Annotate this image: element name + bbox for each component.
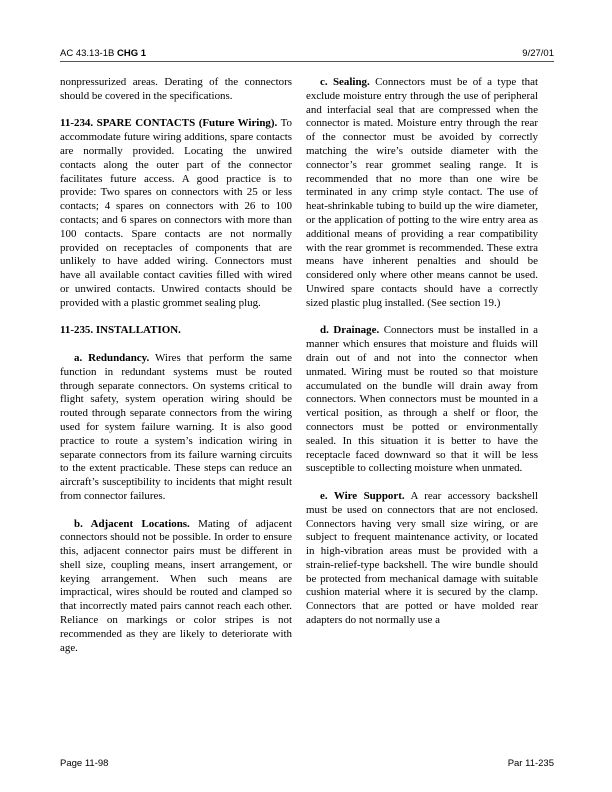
subsection-body: Connectors must be installed in a manner which ensures that moisture and fluids will drain out of and not into the connector when unmated. Wiring must be routed so that moisture accumulated on the bundle will drain away from connectors. When connectors must be mounted in a vertical position, as through a shelf or floor, the connectors must be potted or environmentally sealed. In this situation it is better to have the receptacle faced downward so that it will be less susceptible to collecting moisture when unmated. — [306, 324, 538, 475]
section-heading: 11-234. SPARE CONTACTS (Future Wiring). — [60, 117, 278, 130]
subsection-body: Wires that perform the same function in redundant systems must be routed through separate connectors. On systems critical to flight safety, system operation wiring should be routed through separate connectors from the wiring used for system failure warning. It is also good practice to route a system’s indication wiring in separate connectors from its failure warning circuits to the extent practicable. These steps can reduce an aircraft’s susceptibility to incidents that might result from connector failures. — [60, 351, 293, 502]
subsection-heading: c. Sealing. — [320, 76, 370, 88]
section-11-234 — [60, 117, 292, 310]
subsection-heading: e. Wire Support. — [320, 489, 405, 502]
change-label: CHG 1 — [117, 48, 147, 59]
header-date: 9/27/01 — [522, 48, 554, 59]
footer-page-number: Page 11-98 — [60, 758, 109, 769]
section-body: To accommodate future wiring additions, spare contacts are normally provided. Locating the unwired contacts along the outer part of the connector facilitates future access. A good practice is to provide: Two spares on connectors with 25 or less contacts; 4 spares on connectors with 26 to 100 contacts; and 6 spares on connectors with more than 100 contacts. Spare contacts are not normally provided on receptacles of components that are unlikely to have added wiring. Connectors must have all available contact cavities filled with wired or unwired contacts. Unwired contacts should be provided with a plastic grommet sealing plug. — [60, 117, 292, 309]
subsection-sealing — [306, 76, 538, 311]
header-rule — [60, 61, 554, 62]
subsection-heading: d. Drainage. — [320, 324, 380, 337]
section-11-235-heading: 11-235. INSTALLATION. — [60, 324, 181, 337]
subsection-heading: b. Adjacent Locations. — [74, 517, 190, 530]
subsection-adjacent-locations — [60, 518, 292, 656]
paragraph: nonpressurized areas. Derating of the connectors should be covered in the specifications. — [60, 76, 292, 102]
subsection-redundancy — [60, 352, 292, 504]
left-column — [60, 76, 292, 669]
subsection-body: A rear accessory backshell must be used on connectors that are not enclosed. Connectors having very small size wiring, or are subject to frequent maintenance activity, or located in high-vibration areas must be provided with a strain-relief-type backshell. The wire bundle should be protected from mechanical damage with suitable cushion material where it is secured by the clamp. Connectors that are potted or have molded rear adapters do not normally use a — [306, 489, 538, 627]
subsection-wire-support — [306, 490, 538, 628]
doc-id: AC 43.13-1B — [60, 48, 115, 59]
subsection-body: Mating of adjacent connectors should not be possible. In order to ensure this, adjacent connector pairs must be different in shell size, coupling means, insert arrangement, or keying arrangement. When such means are impractical, wires should be routed and clamped so that incorrectly mated pairs cannot reach each other. Reliance on markings or color stripes is not recommended as they are likely to deteriorate with age. — [60, 517, 292, 654]
header-doc-id — [60, 48, 146, 59]
subsection-heading: a. Redundancy. — [74, 351, 150, 364]
subsection-body: Connectors must be of a type that exclude moisture entry through the use of peripheral and interfacial seal that are compressed when the connector is mated. Moisture entry through the rear of the connector must be avoided by correctly matching the wire’s outside diameter with the connector’s rear grommet sealing range. It is recommended that no more than one wire be terminated in any crimp style contact. The use of heat-shrinkable tubing to build up the wire diameter, or the application of potting to the wire entry area as additional means of providing a rear compatibility with the rear grommet is recommended. These extra means have inherent penalties and should be considered only where other means cannot be used. Unwired spare contacts should have a correctly sized plastic plug installed. (See section 19.) — [306, 76, 539, 309]
footer-paragraph-ref: Par 11-235 — [507, 758, 554, 769]
subsection-drainage — [306, 324, 538, 476]
right-column — [306, 76, 538, 642]
